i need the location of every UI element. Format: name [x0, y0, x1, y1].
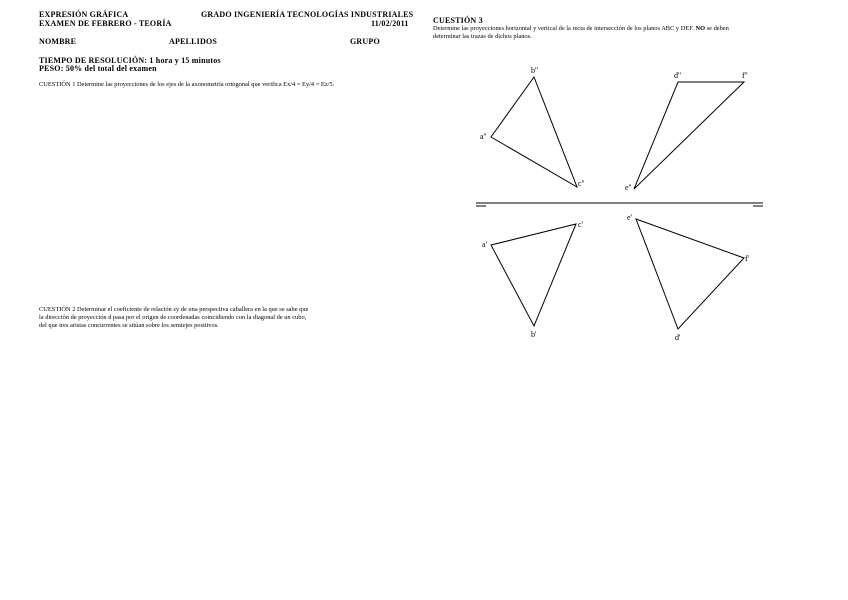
- label-f-horizontal: f': [745, 254, 750, 263]
- label-b-vertical: b'': [531, 66, 538, 75]
- question-3-emphasis: NO: [695, 25, 706, 32]
- question-2-line-2: la dirección de proyección d pasa por el origen de coordenadas coincidiendo con la diagonal de un cubo,: [39, 314, 307, 321]
- question-2-line-3: del que tres aristas concurrentes se sitúan sobre los semiejes positivos.: [39, 322, 219, 329]
- triangle-def-vertical: [634, 82, 744, 189]
- label-c-vertical: c'': [578, 179, 585, 188]
- surname-label: APELLIDOS: [169, 37, 218, 46]
- label-c-horizontal: c': [578, 220, 583, 229]
- question-3-line-2: determinar las trazas de dichos planos.: [433, 33, 532, 40]
- exam-weight: PESO: 50% del total del examen: [39, 64, 157, 73]
- triangle-abc-horizontal: [491, 224, 576, 326]
- question-3-title: CUESTIÓN 3: [433, 16, 483, 25]
- resolution-time: TIEMPO DE RESOLUCIÓN: 1 hora y 15 minutos: [39, 56, 221, 65]
- degree-title: GRADO INGENIERÍA TECNOLOGÍAS INDUSTRIALES: [201, 10, 414, 19]
- label-a-horizontal: a': [482, 240, 487, 249]
- question-2-line-1: CUESTIÓN 2 Determinar el coeficiente de relación εy de una perspectiva caballera en la que se sabe que: [39, 306, 309, 313]
- question-3-text: Determine las proyecciones horizontal y vertical de la recta de intersección de los planos ABC y DEF.: [433, 25, 696, 32]
- label-b-horizontal: b': [531, 330, 537, 339]
- label-a-vertical: a'': [480, 132, 487, 141]
- question-1: CUESTIÓN 1 Determine las proyecciones de los ejes de la axonometría ortogonal que verifica Ex/4 = Ey/4 = Ez/5.: [39, 81, 335, 88]
- name-label: NOMBRE: [39, 37, 77, 46]
- group-label: GRUPO: [350, 37, 380, 46]
- label-e-horizontal: e': [627, 213, 632, 222]
- label-d-horizontal: d': [675, 333, 681, 342]
- subject-title: EXPRESIÓN GRÁFICA: [39, 10, 129, 19]
- triangle-def-horizontal: [636, 219, 744, 329]
- triangle-abc-vertical: [491, 77, 577, 187]
- label-d-vertical: d'': [674, 71, 681, 80]
- exam-title: EXAMEN DE FEBRERO - TEORÍA: [39, 19, 172, 28]
- label-f-vertical: f'': [742, 71, 748, 80]
- question-3-text-end: se deben: [705, 25, 729, 32]
- label-e-vertical: e'': [625, 183, 632, 192]
- exam-date: 11/02/2011: [371, 19, 409, 28]
